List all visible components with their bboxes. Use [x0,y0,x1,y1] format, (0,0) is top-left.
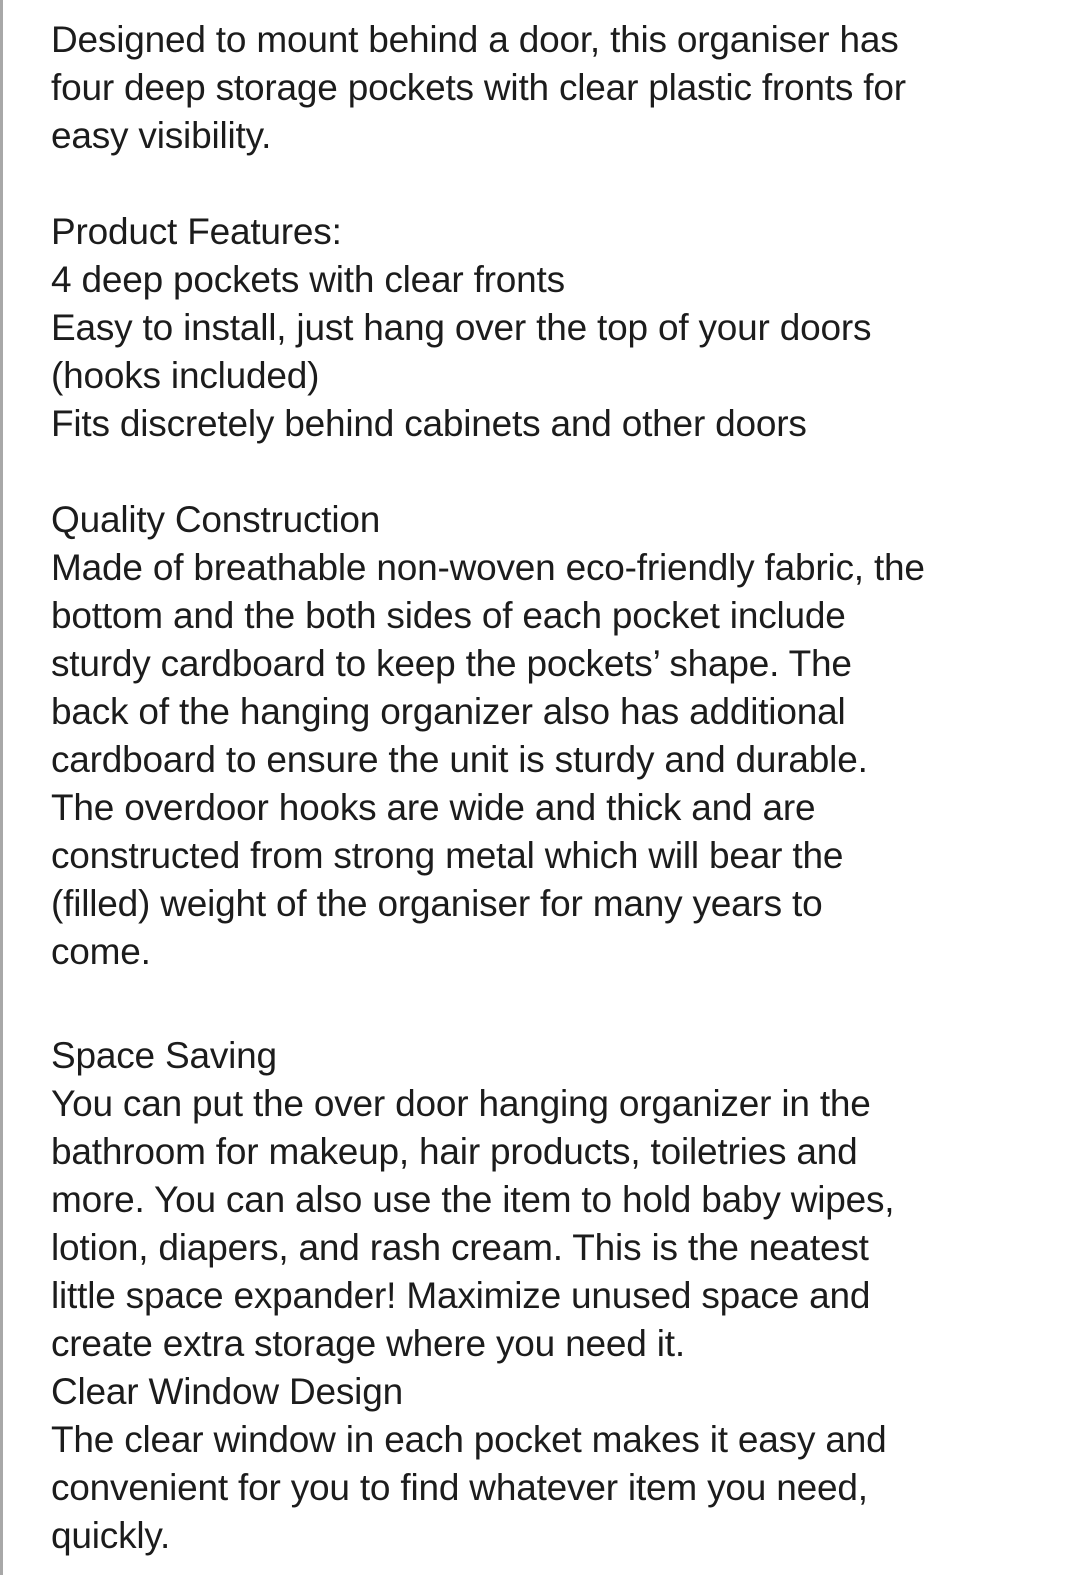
space-saving-section [51,1032,1051,1368]
product-description [51,16,1051,1560]
text-line: come. [51,931,151,972]
section-heading: Space Saving [51,1035,277,1076]
text-line: The overdoor hooks are wide and thick and are [51,787,816,828]
text-line: little space expander! Maximize unused space and [51,1275,871,1316]
text-line: Made of breathable non-woven eco-friendly fabric, the [51,547,925,588]
text-line: Easy to install, just hang over the top of your doors [51,307,872,348]
text-line: You can put the over door hanging organizer in the [51,1083,871,1124]
text-line: back of the hanging organizer also has additional [51,691,846,732]
text-line: Designed to mount behind a door, this organiser has [51,19,899,60]
text-line: lotion, diapers, and rash cream. This is the neatest [51,1227,869,1268]
text-line: Fits discretely behind cabinets and other doors [51,403,807,444]
text-line: sturdy cardboard to keep the pockets’ shape. The [51,643,852,684]
intro-paragraph [51,16,1051,160]
construction-section [51,496,1051,976]
text-line: bathroom for makeup, hair products, toiletries and [51,1131,858,1172]
blank-line [51,448,1051,496]
section-heading: Clear Window Design [51,1371,403,1412]
text-line: The clear window in each pocket makes it easy and [51,1419,887,1460]
section-heading: Product Features: [51,211,342,252]
text-line: easy visibility. [51,115,272,156]
blank-line [51,160,1051,208]
text-line: bottom and the both sides of each pocket include [51,595,846,636]
text-line: (filled) weight of the organiser for many years to [51,883,823,924]
text-line: create extra storage where you need it. [51,1323,685,1364]
text-line: quickly. [51,1515,171,1556]
text-line: cardboard to ensure the unit is sturdy and durable. [51,739,868,780]
text-line: more. You can also use the item to hold baby wipes, [51,1179,895,1220]
text-line: 4 deep pockets with clear fronts [51,259,565,300]
text-line: (hooks included) [51,355,320,396]
text-line: convenient for you to find whatever item you need, [51,1467,868,1508]
section-heading: Quality Construction [51,499,381,540]
text-line: constructed from strong metal which will bear the [51,835,844,876]
text-line: four deep storage pockets with clear plastic fronts for [51,67,906,108]
clear-window-section [51,1368,1051,1560]
blank-line [51,976,1051,1032]
features-section [51,208,1051,448]
